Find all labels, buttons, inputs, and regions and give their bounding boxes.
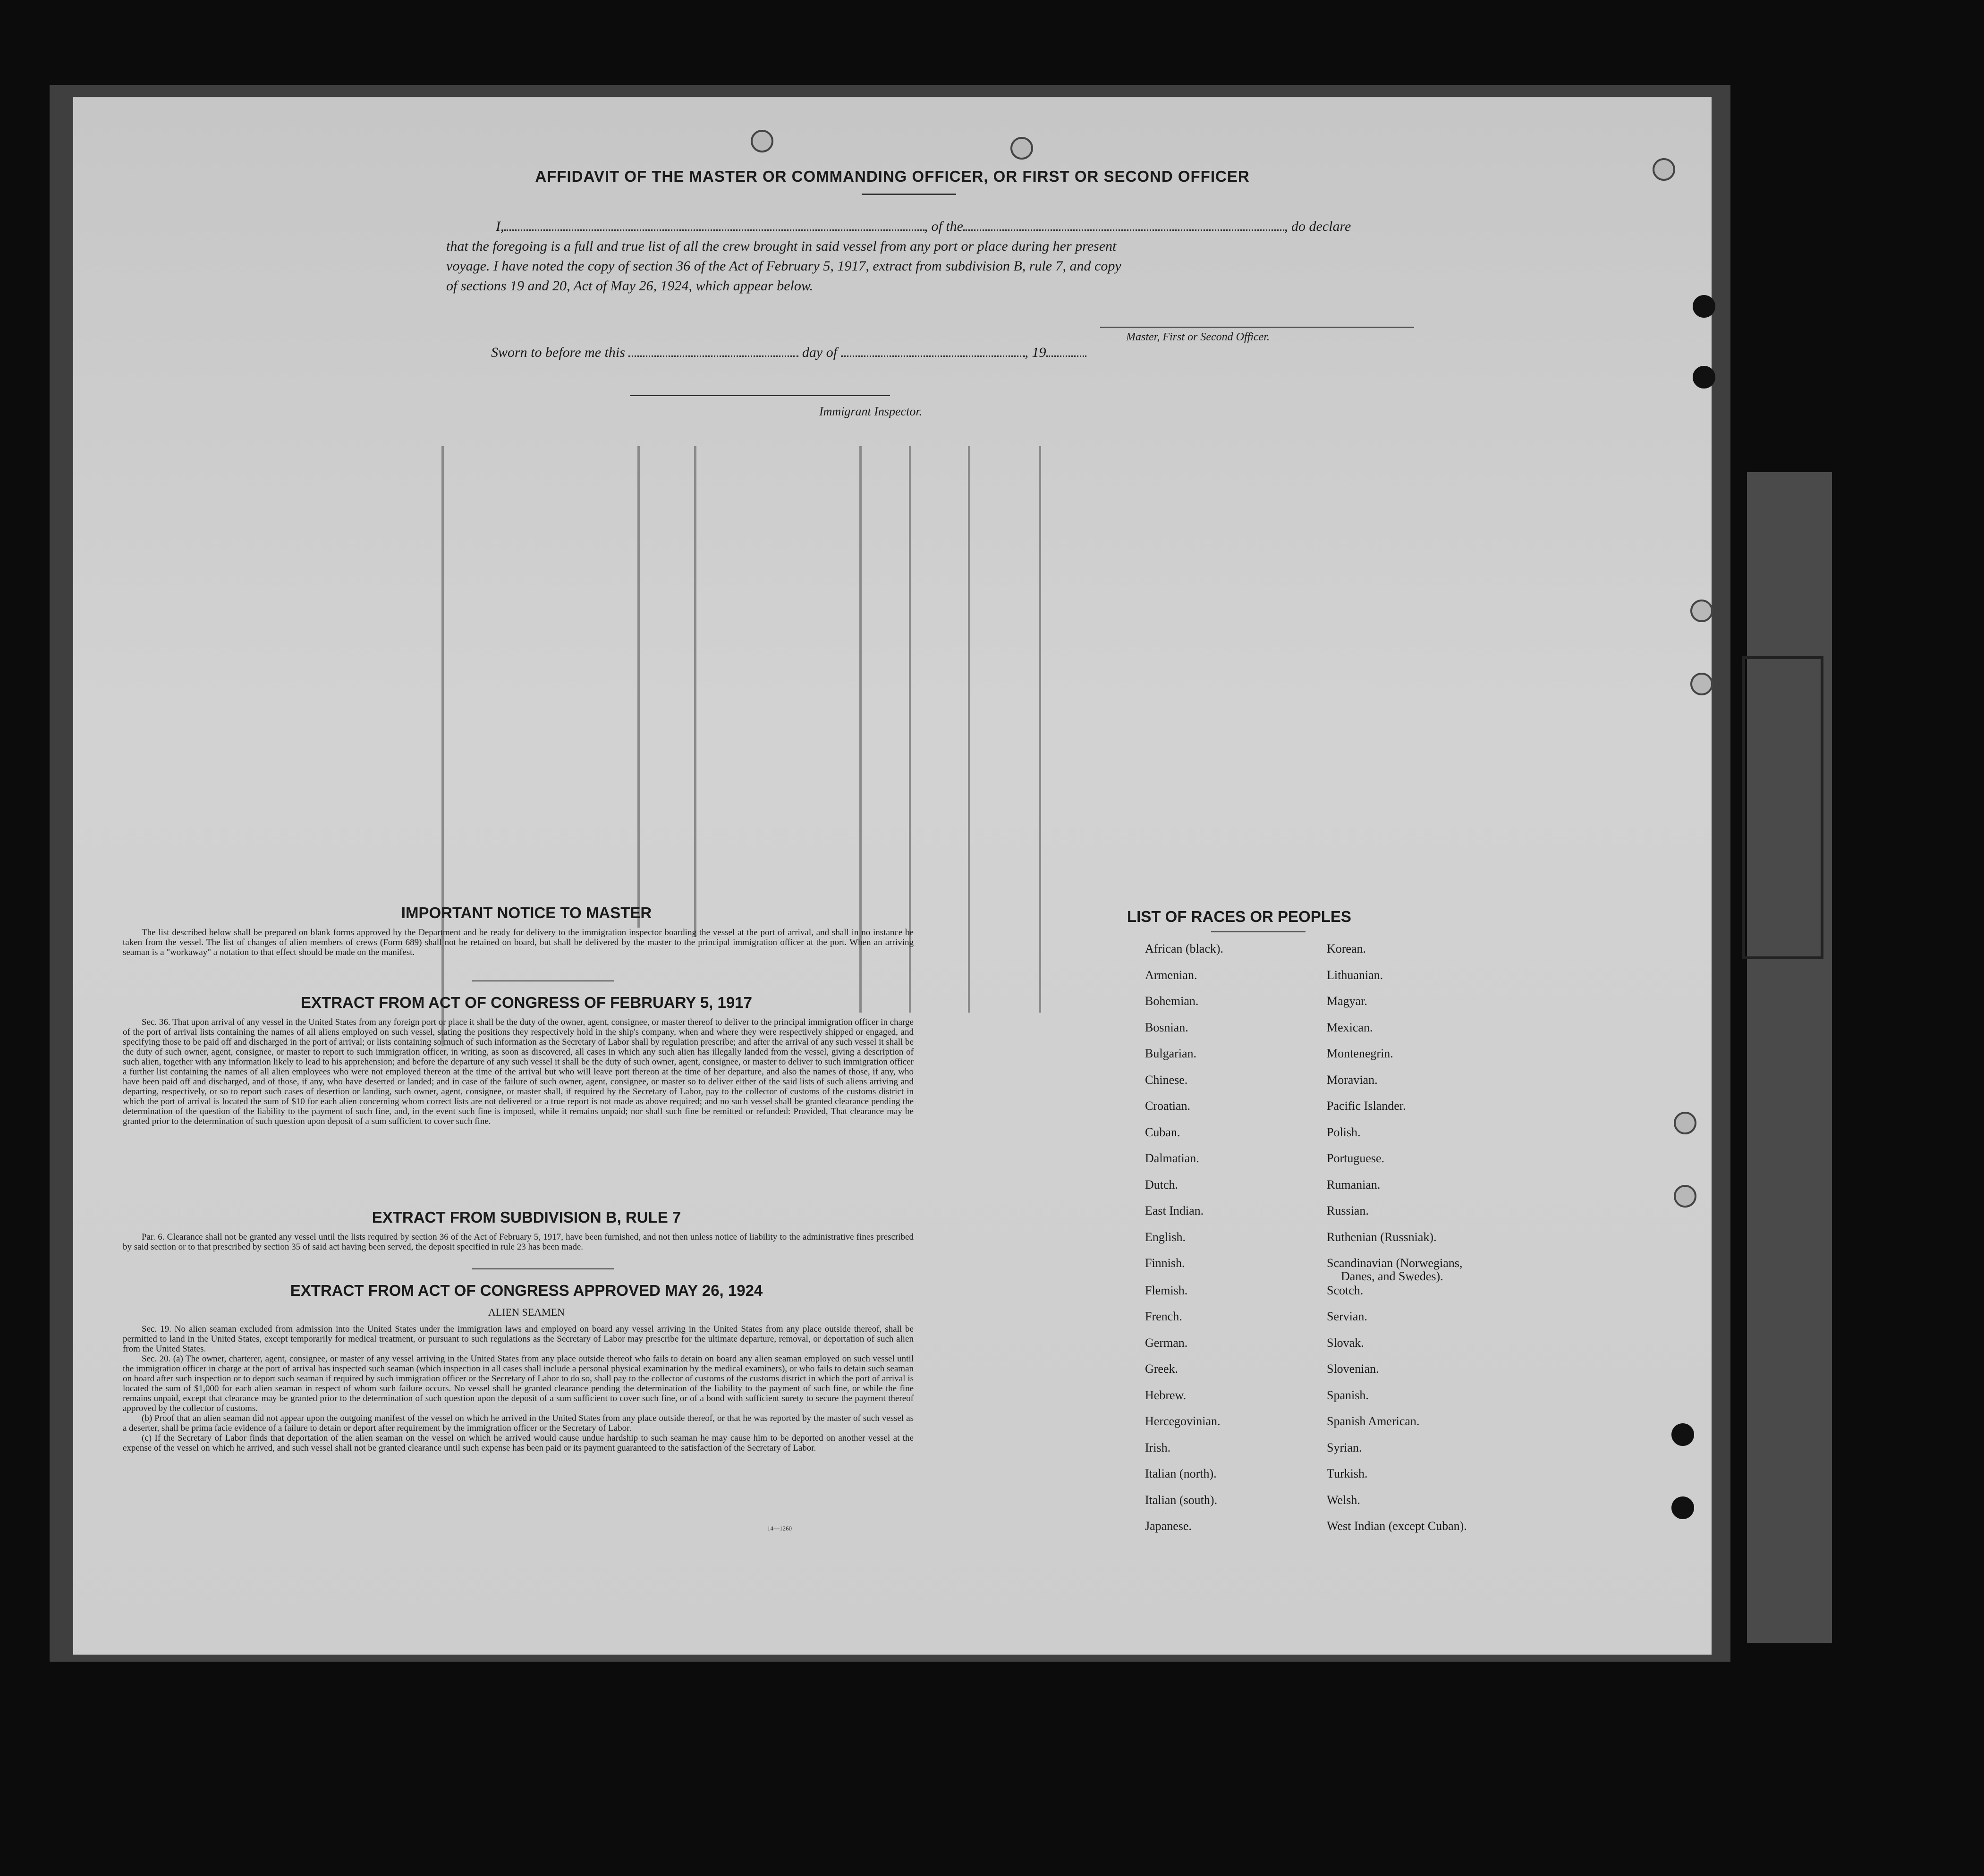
punch-hole [1671, 1423, 1694, 1446]
notice-title: IMPORTANT NOTICE TO MASTER [401, 904, 652, 921]
race-right: Lithuanian. [1327, 968, 1383, 982]
race-right: Servian. [1327, 1310, 1367, 1323]
notice-text: The list described below shall be prepared on blank forms approved by the Department and be ready for delivery to the immigration inspector boarding the vessel at the port of arrival, and shall in no instance be taken from the vessel. The list of changes of alien members of crews (Form 689) shall not be retained on board, but shall be delivered by the master to the principal immigration officer at the port. When an arriving seaman is a "workaway" a notation to that effect should be made on the manifest. [123, 928, 914, 957]
race-row [1133, 1388, 1558, 1415]
race-row [1133, 1047, 1558, 1073]
race-left: Flemish. [1145, 1283, 1188, 1297]
race-left: Bulgarian. [1145, 1047, 1197, 1060]
race-left: Hercegovinian. [1145, 1414, 1221, 1428]
race-right: Ruthenian (Russniak). [1327, 1230, 1437, 1244]
races-list [1133, 942, 1558, 1546]
day-of-label: day of [802, 345, 838, 360]
race-left: Italian (north). [1145, 1467, 1217, 1480]
bleed-through-line [968, 446, 970, 1013]
race-left: Italian (south). [1145, 1493, 1218, 1507]
race-left: English. [1145, 1230, 1186, 1244]
title-rule [862, 194, 956, 195]
signer-label: Master, First or Second Officer. [1126, 331, 1270, 343]
race-row [1133, 1151, 1558, 1178]
race-left: Armenian. [1145, 968, 1197, 982]
race-right: Welsh. [1327, 1493, 1360, 1507]
race-right: Portuguese. [1327, 1151, 1385, 1165]
race-right: Korean. [1327, 942, 1366, 955]
extract-1924-text [123, 1324, 914, 1453]
race-left: Croatian. [1145, 1099, 1191, 1113]
extract-1917-title: EXTRACT FROM ACT OF CONGRESS OF FEBRUARY 5, 1917 [301, 994, 752, 1011]
race-left: Cuban. [1145, 1125, 1180, 1139]
year-label: , 19 [1025, 345, 1046, 360]
race-row [1133, 1099, 1558, 1125]
race-row [1133, 1336, 1558, 1362]
race-right: Spanish. [1327, 1388, 1369, 1402]
month-blank[interactable] [841, 355, 1025, 357]
race-right: West Indian (except Cuban). [1327, 1519, 1467, 1533]
extract-1924-title: EXTRACT FROM ACT OF CONGRESS APPROVED MAY 26, 1924 [290, 1282, 763, 1299]
race-left: Finnish. [1145, 1256, 1185, 1270]
punch-hole [1674, 1112, 1696, 1134]
race-left: French. [1145, 1310, 1182, 1323]
race-row [1133, 1493, 1558, 1520]
punch-hole [1010, 137, 1033, 160]
bleed-through-line [637, 446, 640, 928]
races-title-rule [1211, 931, 1306, 932]
extract-b7-title: EXTRACT FROM SUBDIVISION B, RULE 7 [372, 1208, 681, 1226]
race-left: Dalmatian. [1145, 1151, 1199, 1165]
signature-line[interactable] [1100, 327, 1414, 328]
affidavit-line-1 [496, 219, 1351, 235]
race-right: Montenegrin. [1327, 1047, 1393, 1060]
sworn-line [491, 345, 1086, 361]
race-right: Mexican. [1327, 1020, 1373, 1034]
year-blank[interactable] [1046, 355, 1086, 357]
affidavit-i-label: I, [496, 219, 504, 234]
inspector-label: Immigrant Inspector. [819, 405, 923, 418]
race-left: East Indian. [1145, 1204, 1204, 1217]
sec-20c: (c) If the Secretary of Labor finds that deportation of the alien seaman on the vessel on which he arrived would cause undue hardship to such seaman he may cause him to be deported on another vessel at the expense of the vessel on which he arrived, and such vessel shall not be granted clearance until such expense has been paid or its payment guaranteed to the satisfaction of the Secretary of Labor. [123, 1433, 914, 1453]
extract-1917-text: Sec. 36. That upon arrival of any vessel in the United States from any foreign port or place it shall be the duty of the owner, agent, consignee, or master thereof to deliver to the principal immigration officer in charge of the port of arrival lists containing the names of all aliens employed on such vessel, stating the positions they respectively hold in the ship's company, when and where they were respectively shipped or engaged, and specifying those to be paid off and discharged in the port of arrival; or lists containing so much of such information as the Secretary of Labor shall by regulation prescribe; and after the arrival of any such vessel it shall be the duty of such owner, agent, consignee, or master to report to such immigration officer, in writing, as soon as discovered, all cases in which any such alien has illegally landed from the vessel, giving a description of such alien, together with any information likely to lead to his apprehension; and before the departure of any such vessel it shall be the duty of such owner, agent, consignee, or master to deliver to such immigration officer a further list containing the names of all alien employees who were not employed thereon at the time of the arrival but who will leave port thereon at the time of her departure, and also the names of those, if any, who have been paid off and discharged, and of those, if any, who have deserted or landed; and in case of the failure of such owner, agent, consignee, or master so to deliver either of the said lists of such aliens arriving and departing, respectively, or so to report such cases of desertion or landing, such owner, agent, consignee, or master shall, if required by the Secretary of Labor, pay to the collector of customs of the customs district in which the port of arrival is located the sum of $10 for each alien concerning whom correct lists are not delivered or a true report is not made as above required; and no such vessel shall be granted clearance pending the determination of the question of the liability to the payment of such fine, and, in the event such fine is imposed, while it remains unpaid; nor shall such fine be remitted or refunded: Provided, That clearance may be granted prior to the determination of such question upon deposit of a sum sufficient to cover such fine. [123, 1017, 914, 1126]
affidavit-declare-label: , do declare [1284, 219, 1351, 234]
race-left: African (black). [1145, 942, 1224, 955]
bleed-through-line [694, 446, 696, 937]
inspector-signature-line[interactable] [630, 395, 890, 396]
race-row [1133, 968, 1558, 995]
affidavit-title: AFFIDAVIT OF THE MASTER OR COMMANDING OFFICER, OR FIRST OR SECOND OFFICER [535, 168, 1250, 185]
underlying-page-strip [1747, 472, 1832, 1643]
bleed-through-line [1039, 446, 1041, 1013]
race-row [1133, 1178, 1558, 1204]
race-right: Rumanian. [1327, 1177, 1381, 1192]
race-row [1133, 1284, 1558, 1310]
document-page [73, 97, 1712, 1655]
race-row [1133, 994, 1558, 1021]
race-left: Bosnian. [1145, 1020, 1188, 1034]
race-right: Polish. [1327, 1125, 1361, 1139]
sec-20b: (b) Proof that an alien seaman did not appear upon the outgoing manifest of the vessel on which he arrived in the United States from any place outside thereof, or that he was reported by the master of such vessel as a deserter, shall be prima facie evidence of a failure to detain or deport after requirement by the immigration officer or the Secretary of Labor. [123, 1413, 914, 1433]
punch-hole [1674, 1185, 1696, 1208]
race-left: Greek. [1145, 1362, 1179, 1376]
race-row [1133, 1310, 1558, 1336]
race-right: Syrian. [1327, 1440, 1362, 1454]
sec-20a: Sec. 20. (a) The owner, charterer, agent, consignee, or master of any vessel arriving in the United States from any place outside thereof who fails to detain on board any alien seaman employed on such vessel until the immigration officer in charge at the port of arrival has inspected such seaman (which inspection in all cases shall include a personal physical examination by the medical examiners), or who fails to detain such seaman on board after such inspection or to deport such seaman if required by such immigration officer or the Secretary of Labor to do so, shall pay to the collector of customs of the customs district in which the port of arrival is located the sum of $1,000 for each alien seaman in respect of whom such failure occurs. No vessel shall be granted clearance pending the determination of the liability to the payment of such fine, or while the fine remains unpaid, except that clearance may be granted prior to the determination of such question upon the deposit of a sum sufficient to cover such fine, or of a bond with sufficient surety to secure the payment thereof approved by the collector of customs. [123, 1354, 914, 1413]
race-row [1133, 1021, 1558, 1047]
vessel-blank[interactable] [963, 229, 1284, 231]
race-row [1133, 1204, 1558, 1230]
affidavit-line-2: that the foregoing is a full and true list of all the crew brought in said vessel from any port or place during her present [446, 238, 1117, 254]
sec-19: Sec. 19. No alien seaman excluded from admission into the United States under the immigration laws and employed on board any vessel arriving in the United States from any place outside thereof, shall be permitted to land in the United States, except temporarily for medical treatment, or pursuant to such regulations as the Secretary of Labor may prescribe for the ultimate departure, removal, or deportation of such alien from the United States. [123, 1324, 914, 1354]
race-left: Dutch. [1145, 1177, 1179, 1192]
race-right: Turkish. [1327, 1467, 1368, 1480]
affidavit-line-3: voyage. I have noted the copy of section 36 of the Act of February 5, 1917, extract from subdivision B, rule 7, and copy [446, 258, 1121, 274]
alien-seamen-subtitle: ALIEN SEAMEN [488, 1306, 565, 1318]
race-right: Danes, and Swedes). [1341, 1269, 1443, 1283]
affidavit-line-4: of sections 19 and 20, Act of May 26, 1924, which appear below. [446, 278, 814, 294]
affidavit-of-the-label: , of the [924, 219, 963, 234]
sworn-label: Sworn to before me this [491, 345, 625, 360]
race-left: Bohemian. [1145, 994, 1199, 1008]
punch-hole [1693, 366, 1715, 389]
race-row [1133, 1519, 1558, 1546]
name-blank[interactable] [504, 229, 924, 231]
punch-hole [751, 130, 773, 152]
race-row [1133, 1467, 1558, 1493]
underlying-table-fragment [1742, 656, 1823, 959]
race-right: Magyar. [1327, 994, 1367, 1008]
race-left: German. [1145, 1335, 1188, 1350]
extract-b7-text: Par. 6. Clearance shall not be granted any vessel until the lists required by section 36 of the Act of February 5, 1917, have been furnished, and not then unless notice of liability to the administrative fines prescribed by said section or to that prescribed by section 35 of said act having been served, the deposit specified in rule 23 has been made. [123, 1232, 914, 1252]
race-row [1133, 1362, 1558, 1388]
race-row [1133, 1073, 1558, 1099]
punch-hole [1693, 295, 1715, 318]
races-title: LIST OF RACES OR PEOPLES [1127, 908, 1351, 925]
punch-hole [1671, 1496, 1694, 1519]
section-rule [472, 1268, 614, 1269]
race-left: Irish. [1145, 1440, 1171, 1454]
race-left: Hebrew. [1145, 1388, 1187, 1402]
race-right: Slovenian. [1327, 1362, 1379, 1376]
race-right: Spanish American. [1327, 1414, 1420, 1428]
race-row [1133, 1441, 1558, 1467]
form-number: 14—1260 [767, 1525, 792, 1532]
race-row [1133, 1269, 1558, 1284]
race-right: Pacific Islander. [1327, 1099, 1406, 1113]
race-row [1133, 1230, 1558, 1257]
race-right: Moravian. [1327, 1073, 1378, 1087]
race-left: Chinese. [1145, 1073, 1188, 1087]
day-blank[interactable] [628, 355, 798, 357]
race-right: Russian. [1327, 1204, 1369, 1217]
race-row [1133, 1125, 1558, 1152]
punch-hole [1690, 600, 1713, 622]
race-right: Slovak. [1327, 1335, 1364, 1350]
section-rule [472, 980, 614, 981]
punch-hole [1690, 673, 1713, 695]
race-right: Scandinavian (Norwegians, [1327, 1256, 1463, 1270]
race-row [1133, 1414, 1558, 1441]
race-left: Japanese. [1145, 1519, 1192, 1533]
race-row [1133, 942, 1558, 968]
race-right: Scotch. [1327, 1283, 1364, 1297]
